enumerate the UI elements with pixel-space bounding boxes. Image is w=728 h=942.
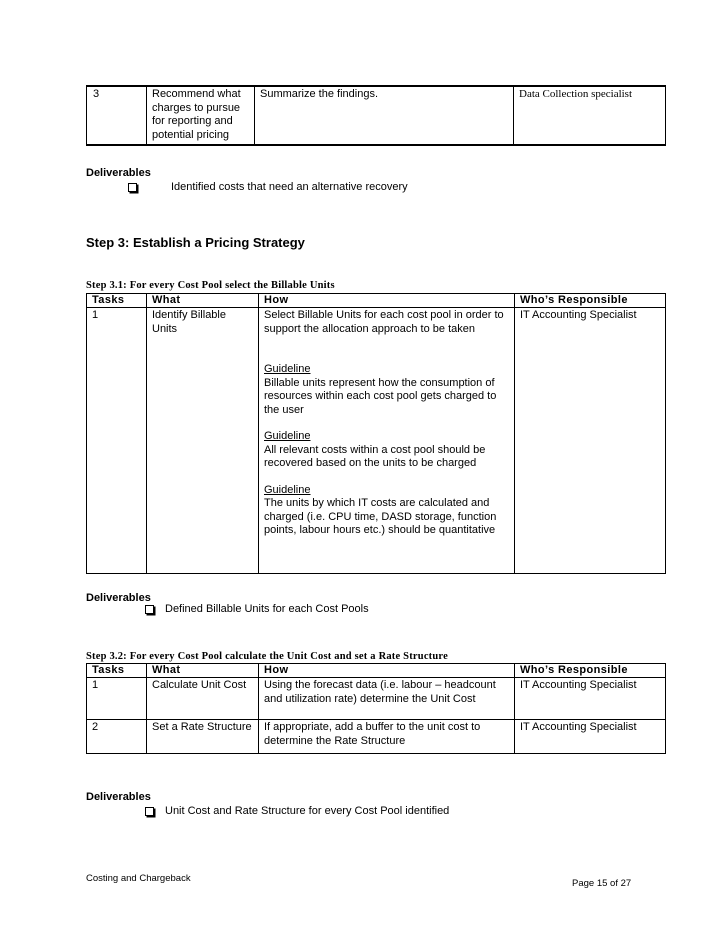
- guideline-text: The units by which IT costs are calculated and charged (i.e. CPU time, DASD storage, function points, labour hours etc.) should be quantitative: [264, 497, 497, 536]
- header-who: Who’s Responsible: [515, 664, 666, 678]
- step32-table: [86, 663, 666, 754]
- guideline-label: Guideline: [264, 483, 311, 496]
- what-cell: Calculate Unit Cost: [147, 678, 259, 720]
- substep-title: Step 3.2: For every Cost Pool calculate the Unit Cost and set a Rate Structure: [86, 651, 448, 662]
- how-cell: Summarize the findings.: [255, 86, 514, 145]
- task-number: 3: [87, 86, 147, 145]
- prev-table: [86, 85, 666, 146]
- header-tasks: Tasks: [87, 664, 147, 678]
- guideline-label: Guideline: [264, 430, 311, 442]
- guideline-text: Billable units represent how the consumption of resources within each cost pool gets charged to the user: [264, 376, 497, 416]
- table-row: [87, 86, 666, 145]
- how-cell: [259, 308, 515, 574]
- how-text: Select Billable Units for each cost pool in order to support the allocation approach to be taken: [264, 309, 504, 335]
- who-cell: Data Collection specialist: [514, 86, 666, 145]
- deliverable-item: Identified costs that need an alternative recovery: [171, 181, 408, 193]
- who-cell: IT Accounting Specialist: [515, 308, 666, 574]
- deliverable-item: Unit Cost and Rate Structure for every Cost Pool identified: [165, 805, 450, 817]
- deliverable-item: Defined Billable Units for each Cost Pools: [165, 603, 369, 615]
- task-number: 1: [87, 308, 147, 574]
- deliverables-heading: Deliverables: [86, 167, 151, 179]
- task-number: 2: [87, 720, 147, 754]
- what-cell: Identify Billable Units: [147, 308, 259, 574]
- footer-page-number: Page 15 of 27: [572, 878, 632, 889]
- substep-title: Step 3.1: For every Cost Pool select the Billable Units: [86, 280, 335, 291]
- header-what: What: [147, 294, 259, 308]
- header-how: How: [259, 294, 515, 308]
- task-number: 1: [87, 678, 147, 720]
- footer-left: Costing and Chargeback: [86, 873, 191, 884]
- header-what: What: [147, 664, 259, 678]
- checkbox-bullet-icon: [145, 605, 154, 614]
- header-how: How: [259, 664, 515, 678]
- table-row: [87, 308, 666, 574]
- what-cell: Recommend what charges to pursue for reporting and potential pricing: [147, 86, 255, 145]
- table-row: [87, 678, 666, 720]
- who-cell: IT Accounting Specialist: [515, 678, 666, 720]
- table-header-row: [87, 664, 666, 678]
- step-title: Step 3: Establish a Pricing Strategy: [86, 235, 305, 250]
- what-cell: Set a Rate Structure: [147, 720, 259, 754]
- who-cell: IT Accounting Specialist: [515, 720, 666, 754]
- checkbox-bullet-icon: [128, 183, 137, 192]
- guideline-label: Guideline: [264, 363, 311, 375]
- deliverables-heading: Deliverables: [86, 592, 151, 604]
- deliverables-heading: Deliverables: [86, 791, 151, 803]
- step31-table: [86, 293, 666, 574]
- how-cell: Using the forecast data (i.e. labour – headcount and utilization rate) determine the Unit Cost: [259, 678, 515, 720]
- header-tasks: Tasks: [87, 294, 147, 308]
- table-row: [87, 720, 666, 754]
- guideline-text: All relevant costs within a cost pool should be recovered based on the units to be charged: [264, 443, 486, 469]
- header-who: Who’s Responsible: [515, 294, 666, 308]
- how-cell: If appropriate, add a buffer to the unit cost to determine the Rate Structure: [259, 720, 515, 754]
- table-header-row: [87, 294, 666, 308]
- checkbox-bullet-icon: [145, 807, 154, 816]
